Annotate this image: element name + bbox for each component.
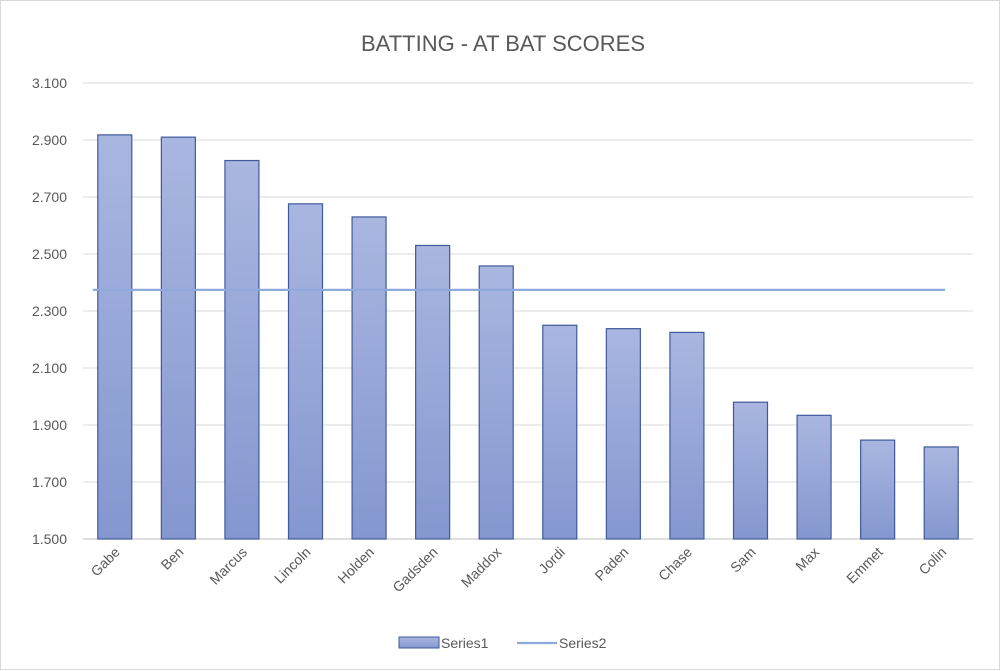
x-tick-label: Emmet [843,543,886,587]
x-tick-label: Marcus [206,543,251,588]
bar [734,402,768,539]
x-tick-label: Jordi [535,543,568,577]
x-tick-label: Max [792,543,823,574]
x-axis-ticks [87,544,949,596]
x-tick-label: Gadsden [389,543,441,596]
x-tick-label: Lincoln [270,543,314,587]
bar [606,329,640,539]
x-tick-label: Colin [915,543,950,578]
x-tick-label: Ben [157,543,187,573]
chart-title: BATTING - AT BAT SCORES [360,31,646,56]
bar-chart [1,1,1000,671]
bar [670,332,704,539]
x-tick-label: Gabe [87,543,123,580]
x-tick-label: Holden [334,543,378,587]
y-tick-label: 2.300 [31,303,67,319]
bar [289,204,323,539]
bars [98,135,958,539]
y-tick-label: 2.500 [31,246,67,262]
y-tick-label: 1.700 [31,474,67,490]
bar [543,325,577,539]
bar [861,440,895,539]
bar [98,135,132,539]
legend [399,635,607,651]
x-tick-label: Chase [655,543,696,584]
y-tick-label: 2.900 [31,132,67,148]
bar [797,415,831,539]
y-tick-label: 1.500 [31,531,67,547]
bar [352,217,386,539]
y-tick-label: 3.100 [31,75,67,91]
y-tick-label: 1.900 [31,417,67,433]
x-tick-label: Paden [591,543,632,584]
bar [225,161,259,539]
y-tick-label: 2.100 [31,360,67,376]
y-axis-ticks [32,75,67,547]
x-tick-label: Sam [726,543,759,576]
gridlines [83,83,973,539]
bar [161,137,195,539]
bar [479,266,513,539]
x-tick-label: Maddox [457,543,505,591]
bar [924,447,958,539]
y-tick-label: 2.700 [31,189,67,205]
legend-label-series2: Series2 [559,635,607,651]
legend-label-series1: Series1 [441,635,489,651]
legend-swatch-series1 [399,637,439,648]
